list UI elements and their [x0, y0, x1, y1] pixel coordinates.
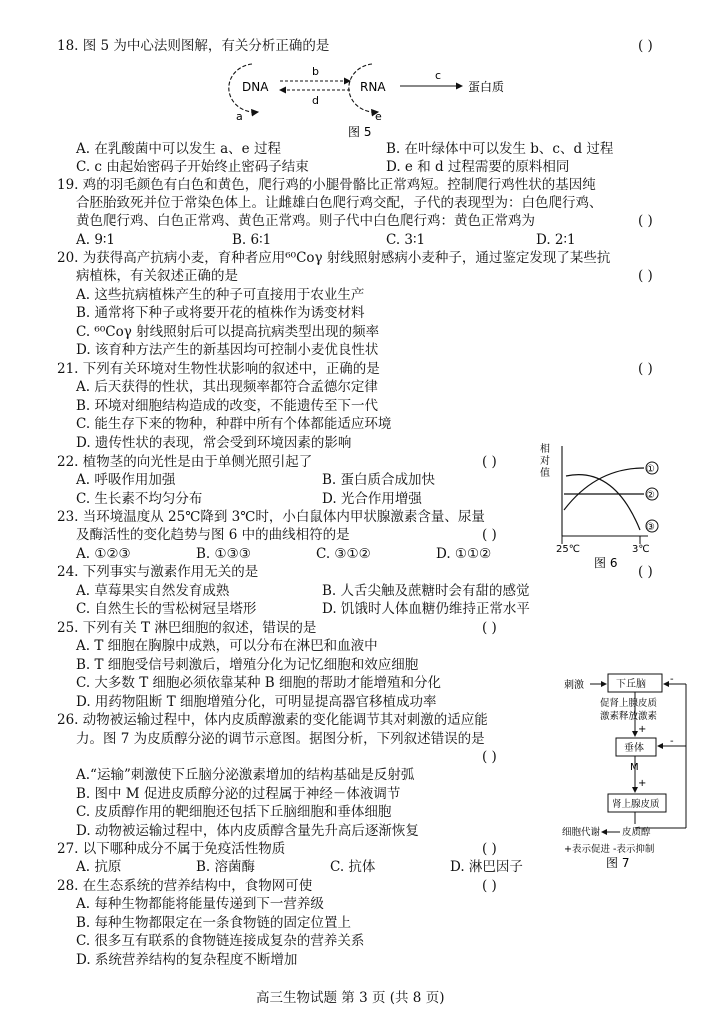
q18-option-d: D. e 和 d 过程需要的原料相同 — [386, 159, 570, 175]
fig6-x-start: 25℃ — [556, 544, 580, 555]
q20-option-a: A. 这些抗病植株产生的种子可直接用于农业生产 — [76, 287, 365, 303]
q26-answer-paren: ( ) — [482, 749, 497, 765]
fig7-m-label: M — [630, 762, 639, 773]
q18-option-c: C. c 由起始密码子开始终止密码子结束 — [76, 159, 309, 175]
fig7-legend: +表示促进 -表示抑制 — [564, 844, 655, 855]
q22-option-a: A. 呼吸作用加强 — [76, 472, 176, 488]
q28-option-a: A. 每种生物都能将能量传递到下一营养级 — [76, 896, 324, 912]
q19-option-a: A. 9∶1 — [76, 232, 116, 248]
q19-answer-paren: ( ) — [638, 213, 653, 229]
q22-answer-paren: ( ) — [482, 454, 497, 470]
fig6-curve-1-label: ① — [646, 464, 655, 475]
q27-stem: 27. 以下哪种成分不属于免疫活性物质 — [57, 841, 286, 857]
q24-option-c: C. 自然生长的雪松树冠呈塔形 — [76, 601, 257, 617]
q21-option-c: C. 能生存下来的物种，种群中所有个体都能适应环境 — [76, 416, 392, 432]
q20-option-c: C. ⁶⁰Coγ 射线照射后可以提高抗病类型出现的频率 — [76, 324, 380, 340]
figure-5-caption: 图 5 — [348, 125, 372, 138]
q23-option-a: A. ①②③ — [76, 546, 131, 562]
q23-option-d: D. ①①② — [436, 546, 492, 562]
figure-7-caption: 图 7 — [606, 856, 630, 868]
q28-answer-paren: ( ) — [482, 878, 497, 894]
fig6-curve-2-label: ② — [646, 490, 655, 501]
q26-option-d: D. 动物被运输过程中，体内皮质醇含量先升高后逐渐恢复 — [76, 823, 419, 839]
q19-line-1: 19. 鸡的羽毛颜色有白色和黄色，爬行鸡的小腿骨骼比正常鸡短。控制爬行鸡性状的基因纯 — [57, 177, 596, 193]
q23-option-b: B. ①③③ — [196, 546, 251, 562]
q28-option-d: D. 系统营养结构的复杂程度不断增加 — [76, 952, 298, 968]
q23-line-2: 及酶活性的变化趋势与图 6 中的曲线相符的是 — [76, 527, 350, 543]
q21-option-a: A. 后天获得的性状，其出现频率都符合孟德尔定律 — [76, 379, 378, 395]
q25-stem: 25. 下列有关 T 淋巴细胞的叙述，错误的是 — [57, 620, 317, 636]
q26-option-b: B. 图中 M 促进皮质醇分泌的过程属于神经－体液调节 — [76, 786, 401, 802]
q26-option-a: A.“运输”刺激使下丘脑分泌激素增加的结构基础是反射弧 — [76, 767, 415, 783]
fig7-metabolism-label: 细胞代谢 — [562, 827, 601, 838]
fig6-ylabel-1: 相 — [540, 444, 550, 455]
q25-option-c: C. 大多数 T 细胞必须依靠某种 B 细胞的帮助才能增殖和分化 — [76, 675, 442, 691]
fig7-adrenal-box: 肾上腺皮质 — [612, 799, 660, 810]
q18-answer-paren: ( ) — [638, 38, 653, 54]
q18-option-b: B. 在叶绿体中可以发生 b、c、d 过程 — [386, 141, 614, 157]
q20-answer-paren: ( ) — [638, 268, 653, 284]
q25-answer-paren: ( ) — [482, 620, 497, 636]
rna-label: RNA — [360, 80, 386, 94]
q25-option-d: D. 用药物阻断 T 细胞增殖分化，可明显提高器官移植成功率 — [76, 694, 437, 710]
fig6-curve-3-label: ③ — [646, 522, 655, 533]
q24-option-b: B. 人舌尖触及蔗糖时会有甜的感觉 — [322, 583, 530, 599]
q20-line-1: 20. 为获得高产抗病小麦，育种者应用⁶⁰Coγ 射线照射感病小麦种子，通过鉴定发现了某些抗 — [57, 250, 611, 266]
q23-answer-paren: ( ) — [482, 527, 497, 543]
q21-option-d: D. 遗传性状的表现，常会受到环境因素的影响 — [76, 435, 352, 451]
q28-stem: 28. 在生态系统的营养结构中，食物网可使 — [57, 878, 313, 894]
q26-option-c: C. 皮质醇作用的靶细胞还包括下丘脑细胞和垂体细胞 — [76, 804, 392, 820]
q20-line-2: 病植株，有关叙述正确的是 — [76, 268, 238, 284]
dna-label: DNA — [242, 80, 269, 94]
q27-option-d: D. 淋巴因子 — [450, 859, 523, 875]
label-e: e — [375, 110, 382, 123]
q19-option-d: D. 2∶1 — [536, 232, 576, 248]
fig7-pituitary-box: 垂体 — [624, 743, 644, 754]
fig6-ylabel-3: 值 — [540, 468, 550, 479]
label-a: a — [236, 110, 243, 123]
q25-option-b: B. T 细胞受信号刺激后，增殖分化为记忆细胞和效应细胞 — [76, 657, 419, 673]
q27-answer-paren: ( ) — [482, 841, 497, 857]
q21-answer-paren: ( ) — [638, 361, 653, 377]
q18-option-a: A. 在乳酸菌中可以发生 a、e 过程 — [76, 141, 281, 157]
q21-stem: 21. 下列有关环境对生物性状影响的叙述中，正确的是 — [57, 361, 380, 377]
fig7-crh-line-2: 激素释放激素 — [600, 711, 658, 722]
q20-option-b: B. 通常将下种子或将要开花的植株作为诱变材料 — [76, 305, 365, 321]
protein-label: 蛋白质 — [468, 80, 505, 94]
fig6-ylabel-2: 对 — [540, 456, 550, 467]
fig7-plus-1: + — [638, 724, 647, 735]
q24-stem: 24. 下列事实与激素作用无关的是 — [57, 564, 259, 580]
fig7-minus-2: - — [670, 736, 674, 747]
q23-option-c: C. ③①② — [316, 546, 371, 562]
fig7-crh-line-1: 促肾上腺皮质 — [600, 698, 658, 709]
q19-option-c: C. 3∶1 — [386, 232, 426, 248]
q21-option-b: B. 环境对细胞结构造成的改变，不能遗传至下一代 — [76, 398, 379, 414]
q22-option-d: D. 光合作用增强 — [322, 491, 422, 507]
q24-answer-paren: ( ) — [638, 564, 653, 580]
fig7-minus-1: - — [670, 674, 674, 685]
q22-stem: 22. 植物茎的向光性是由于单侧光照引起了 — [57, 454, 313, 470]
q28-option-b: B. 每种生物都限定在一条食物链的固定位置上 — [76, 915, 352, 931]
page-footer: 高三生物试题 第 3 页 (共 8 页) — [256, 990, 445, 1006]
q19-option-b: B. 6∶1 — [232, 232, 272, 248]
q23-line-1: 23. 当环境温度从 25℃降到 3℃时，小白鼠体内甲状腺激素含量、尿量 — [57, 509, 485, 525]
fig7-stimulus-label: 刺激 — [564, 680, 584, 691]
figure-5-central-dogma — [200, 54, 520, 138]
q26-line-1: 26. 动物被运输过程中，体内皮质醇激素的变化能调节其对刺激的适应能 — [57, 712, 488, 728]
figure-6-graph — [536, 440, 672, 570]
q27-option-b: B. 溶菌酶 — [196, 859, 256, 875]
q20-option-d: D. 该育种方法产生的新基因均可控制小麦优良性状 — [76, 342, 379, 358]
q27-option-c: C. 抗体 — [330, 859, 376, 875]
q22-option-c: C. 生长素不均匀分布 — [76, 491, 203, 507]
fig6-x-end: 3℃ — [632, 544, 650, 555]
label-c: c — [435, 69, 442, 82]
q18-stem: 18. 图 5 为中心法则图解，有关分析正确的是 — [57, 38, 330, 54]
figure-7-cortisol-regulation — [560, 668, 708, 868]
q22-option-b: B. 蛋白质合成加快 — [322, 472, 436, 488]
fig7-cortisol-label: 皮质醇 — [622, 827, 651, 838]
label-b: b — [312, 65, 319, 78]
fig7-hypothalamus-box: 下丘脑 — [616, 679, 646, 690]
q27-option-a: A. 抗原 — [76, 859, 122, 875]
q24-option-d: D. 饥饿时人体血糖仍维持正常水平 — [322, 601, 530, 617]
fig7-plus-2: + — [638, 778, 647, 789]
q25-option-a: A. T 细胞在胸腺中成熟，可以分布在淋巴和血液中 — [76, 638, 378, 654]
q28-option-c: C. 很多互有联系的食物链连接成复杂的营养关系 — [76, 933, 365, 949]
figure-6-caption: 图 6 — [594, 556, 618, 570]
label-d: d — [312, 94, 319, 107]
q24-option-a: A. 草莓果实自然发育成熟 — [76, 583, 230, 599]
q19-line-2: 合胚胎致死并位于常染色体上。让雌雄白色爬行鸡交配，子代的表现型为：白色爬行鸡、 — [76, 195, 603, 211]
q26-line-2: 力。图 7 为皮质醇分泌的调节示意图。据图分析，下列叙述错误的是 — [76, 731, 485, 747]
q19-line-3: 黄色爬行鸡、白色正常鸡、黄色正常鸡。则子代中白色爬行鸡：黄色正常鸡为 — [76, 213, 535, 229]
